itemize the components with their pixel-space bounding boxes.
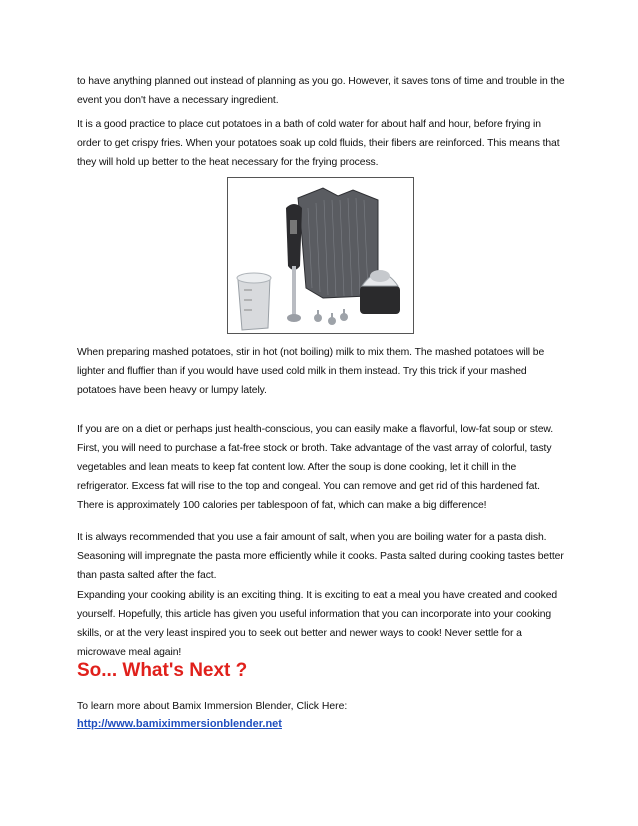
paragraph-salt-pasta: It is always recommended that you use a fair amount of salt, when you are boiling water for a pasta dish. Seasoning will impregnate the pasta more efficiently while it cooks. Pasta salted during cooking tastes better than pasta salted after the fact. — [77, 532, 564, 581]
beaker — [238, 278, 270, 330]
whats-next-heading: So... What's Next ? — [77, 660, 248, 681]
chopper-base — [360, 286, 400, 314]
paragraph-low-fat-soup: If you are on a diet or perhaps just health-conscious, you can easily make a flavorful, low-fat soup or stew. First, you will need to purchase a fat-free stock or broth. Take advantage of the vast array of colorful, tasty vegetables and lean meats to keep fat content low. After the soup is done cooking, let it chill in the refrigerator. Excess fat will rise to the top and congeal. You can remove and get rid of this hardened fat. There is approximately 100 calories per tablespoon of fat, which can make a big difference! — [77, 424, 553, 511]
blender-motor — [286, 204, 302, 270]
product-image — [227, 177, 414, 334]
paragraph-crispy-fries: It is a good practice to place cut potatoes in a bath of cold water for about half and hour, before frying in order to get crispy fries. When your potatoes soak up cold fluids, their fibers are reinforced. This means that they will hold up better to the heat necessary for the frying process. — [77, 119, 560, 168]
bamix-link[interactable]: http://www.bamiximmersionblender.net — [77, 718, 282, 730]
paragraph-planning: to have anything planned out instead of planning as you go. However, it saves tons of time and trouble in the event you don't have a necessary ingredient. — [77, 76, 565, 106]
blender-shaft — [292, 266, 296, 316]
blender-attachments — [314, 309, 348, 325]
learn-more-text: To learn more about Bamix Immersion Blender, Click Here: — [77, 701, 348, 712]
immersion-blender-illustration — [228, 178, 413, 333]
paragraph-mashed-potatoes: When preparing mashed potatoes, stir in hot (not boiling) milk to mix them. The mashed potatoes will be lighter and fluffier than if you would have used cold milk in them instead. Try this trick if your mashed potatoes have been heavy or lumpy lately. — [77, 347, 545, 396]
blender-head — [287, 314, 301, 322]
paragraph-cooking-ability: Expanding your cooking ability is an exciting thing. It is exciting to eat a meal you have created and cooked yourself. Hopefully, this article has given you useful information that you can incorporate into your cooking skills, or at the very least inspired you to seek out better and newer ways to cook! Never settle for a microwave meal again! — [77, 590, 558, 658]
blender-switch — [290, 220, 297, 234]
